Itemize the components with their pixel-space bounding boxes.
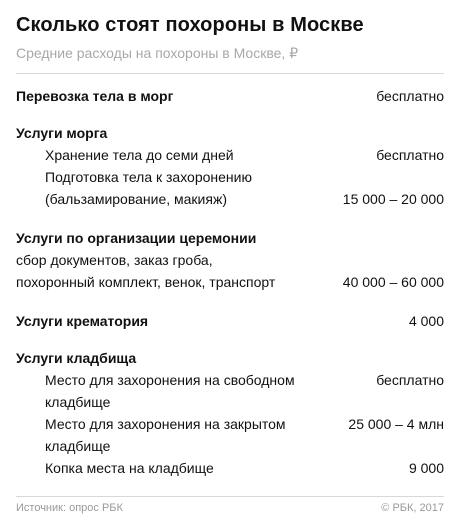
row-label: похоронный комплект, венок, транспорт: [16, 274, 276, 290]
section-label: Услуги кладбища: [16, 350, 137, 366]
row-label: Хранение тела до семи дней: [45, 147, 234, 163]
copyright-note: © РБК, 2017: [381, 502, 444, 514]
row-value: бесплатно: [376, 88, 444, 104]
row-value: 25 000 – 4 млн: [348, 416, 444, 432]
section-label: Услуги морга: [16, 125, 108, 141]
source-note: Источник: опрос РБК: [16, 502, 123, 514]
row-value: 4 000: [408, 313, 444, 329]
row-label: Услуги крематория: [16, 313, 149, 329]
page-title: Сколько стоят похороны в Москве: [16, 14, 364, 36]
row-value: 40 000 – 60 000: [342, 274, 444, 290]
row-value: 9 000: [408, 460, 444, 476]
row-label: Подготовка тела к захоронению: [45, 169, 252, 185]
row-value: 15 000 – 20 000: [342, 191, 444, 207]
row-label: сбор документов, заказ гроба,: [16, 252, 213, 268]
bottom-divider: [16, 496, 444, 497]
row-label: (бальзамирование, макияж): [45, 191, 227, 207]
row-value: бесплатно: [376, 147, 444, 163]
row-label: Место для захоронения на закрытом: [45, 416, 286, 432]
row-value: бесплатно: [376, 372, 444, 388]
row-label: Копка места на кладбище: [45, 460, 214, 476]
row-label: кладбище: [45, 394, 111, 410]
row-label: Перевозка тела в морг: [16, 88, 174, 104]
page-subtitle: Средние расходы на похороны в Москве, ₽: [16, 45, 299, 61]
section-label: Услуги по организации церемонии: [16, 230, 257, 246]
row-label: кладбище: [45, 438, 111, 454]
row-label: Место для захоронения на свободном: [45, 372, 295, 388]
